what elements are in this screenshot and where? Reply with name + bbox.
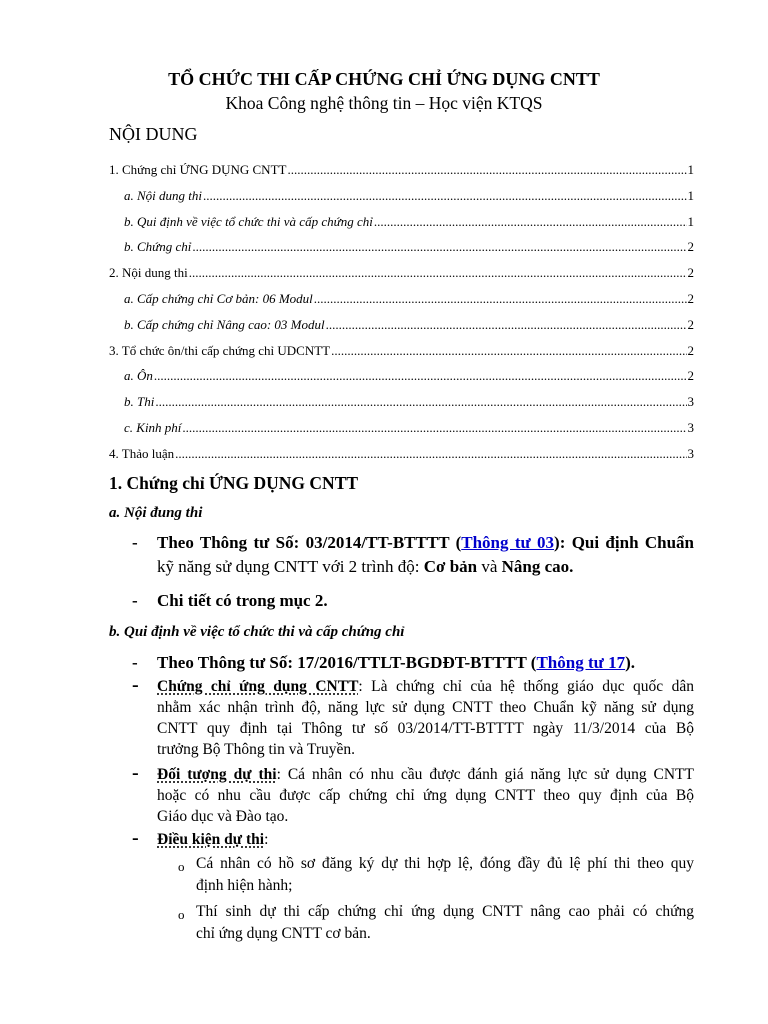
- document-title: TỔ CHỨC THI CẤP CHỨNG CHỈ ỨNG DỤNG CNTT: [168, 69, 600, 89]
- toc-entry[interactable]: [124, 238, 694, 256]
- toc-leader-dots: [374, 213, 687, 231]
- toc-entry-label: a. Nội dung thi: [124, 188, 203, 203]
- toc-leader-dots: [287, 161, 686, 179]
- toc-entry[interactable]: [109, 264, 694, 282]
- toc-leader-dots: [155, 393, 686, 411]
- conditions-term: Điều kiện dự thi: [157, 831, 265, 848]
- toc-leader-dots: [175, 445, 686, 463]
- toc-entry-page: 2: [687, 291, 694, 306]
- dash-bullet: -: [132, 653, 138, 672]
- toc-entry[interactable]: [109, 161, 694, 179]
- toc-entry-label: 1. Chứng chỉ ỨNG DỤNG CNTT: [109, 162, 287, 177]
- toc-entry-label: b. Qui định về việc tổ chức thi và cấp chứng chỉ: [124, 214, 373, 229]
- toc-leader-dots: [203, 187, 686, 205]
- dash-bullet: -: [132, 674, 139, 696]
- certificate-term: Chứng chỉ ứng dụng CNTT: [157, 678, 359, 695]
- toc-entry-label: 2. Nội dung thi: [109, 265, 188, 280]
- circle-bullet-icon: o: [178, 907, 185, 922]
- toc-heading: NỘI DUNG: [109, 124, 198, 144]
- circular-17-link[interactable]: Thông tư 17: [536, 653, 626, 672]
- toc-entry-page: 3: [687, 394, 694, 409]
- circle-bullet-icon: o: [178, 859, 185, 874]
- document-subtitle: Khoa Công nghệ thông tin – Học viện KTQS: [225, 93, 543, 113]
- toc-entry-page: 3: [687, 420, 694, 435]
- toc-entry[interactable]: [109, 445, 694, 463]
- toc-leader-dots: [326, 316, 687, 334]
- toc-entry[interactable]: [124, 393, 694, 411]
- toc-entry-page: 2: [687, 239, 694, 254]
- bullet-line: Theo Thông tư Số: 03/2014/TT-BTTTT (Thông tư 03): Qui định Chuẩn: [157, 533, 694, 552]
- circular-03-link[interactable]: Thông tư 03: [461, 533, 555, 552]
- toc-entry[interactable]: [124, 187, 694, 205]
- toc-entry-page: 1: [687, 214, 694, 229]
- certificate-line: nhằm xác nhận trình độ, năng lực sử dụng CNTT theo Chuẩn kỹ năng sử dụng: [157, 699, 694, 716]
- condition-item-1: o Cá nhân có hồ sơ đăng ký dự thi hợp lệ, đóng đầy đủ lệ phí thi theo quy định hiện hành;: [178, 855, 694, 894]
- section-1b-heading: b. Qui định về việc tổ chức thi và cấp chứng chỉ: [109, 624, 405, 640]
- toc-entry-page: 2: [687, 317, 694, 332]
- target-term: Đối tượng dự thi: [157, 766, 277, 783]
- certificate-line: CNTT quy định tại Thông tư số 03/2014/TT-BTTTT ngày 11/3/2014 của Bộ: [157, 720, 694, 737]
- section-1-heading: 1. Chứng chỉ ỨNG DỤNG CNTT: [109, 473, 359, 493]
- toc-entry[interactable]: [124, 419, 694, 437]
- toc-entry-label: b. Cấp chứng chỉ Nâng cao: 03 Modul: [124, 317, 325, 332]
- certificate-definition: - Chứng chỉ ứng dụng CNTT: Là chứng chỉ của hệ thống giáo dục quốc dân nhằm xác nhận trình độ, năng lực sử dụng CNTT theo Chuẩn kỹ năng sử dụng CNTT quy định tại Thông tư số 03/2014/TT-BTTTT ngày 11/3/2014 của Bộ trưởng Bộ Thông tin và Truyền.: [132, 674, 694, 758]
- target-candidates: - Đối tượng dự thi: Cá nhân có nhu cầu được đánh giá năng lực sử dụng CNTT hoặc có nhu cầu được cấp chứng chỉ ứng dụng CNTT theo quy định của Bộ Giáo dục và Đào tạo.: [132, 762, 694, 825]
- toc-entry-page: 1: [687, 162, 694, 177]
- toc-entry[interactable]: [124, 213, 694, 231]
- dash-bullet: -: [132, 762, 139, 784]
- toc-entry-page: 2: [687, 265, 694, 280]
- toc-entry-label: b. Thi: [124, 394, 155, 409]
- toc-entry-label: 3. Tổ chức ôn/thi cấp chứng chỉ UDCNTT: [109, 343, 331, 358]
- toc-entry-label: a. Cấp chứng chỉ Cơ bản: 06 Modul: [124, 291, 313, 306]
- dash-bullet: -: [132, 533, 138, 552]
- section-1a-heading: a. Nội đung thi: [109, 505, 203, 521]
- toc-entry-page: 1: [687, 188, 694, 203]
- dash-bullet: -: [132, 591, 138, 610]
- target-line: hoặc có nhu cầu được cấp chứng chỉ ứng dụng CNTT theo quy định của Bộ: [157, 787, 694, 804]
- condition-item-2: o Thí sinh dự thi cấp chứng chỉ ứng dụng CNTT nâng cao phải có chứng chỉ ứng dụng CNTT cơ bản.: [178, 903, 694, 942]
- exam-conditions: - Điều kiện dự thi:: [132, 827, 269, 849]
- dash-bullet: -: [132, 827, 139, 849]
- toc-entry-label: 4. Thảo luận: [109, 446, 175, 461]
- toc-entry[interactable]: [124, 367, 694, 385]
- toc-entry-label: c. Kinh phí: [124, 420, 182, 435]
- level-advanced: Nâng cao.: [501, 557, 574, 576]
- certificate-line: trưởng Bộ Thông tin và Truyền.: [157, 741, 356, 758]
- toc-leader-dots: [331, 342, 686, 360]
- toc-leader-dots: [189, 264, 687, 282]
- toc-entry-page: 2: [687, 343, 694, 358]
- toc-entry-label: a. Ôn: [124, 368, 153, 383]
- toc-entry-page: 2: [687, 368, 694, 383]
- target-line: Giáo dục và Đào tạo.: [157, 808, 289, 825]
- toc-leader-dots: [182, 419, 686, 437]
- toc-entry-label: b. Chứng chỉ: [124, 239, 192, 254]
- toc-entry[interactable]: [109, 342, 694, 360]
- toc-leader-dots: [314, 290, 687, 308]
- toc-entry-page: 3: [687, 446, 694, 461]
- toc-entry[interactable]: [124, 290, 694, 308]
- level-basic: Cơ bản: [423, 557, 478, 576]
- toc-entry[interactable]: [124, 316, 694, 334]
- toc-leader-dots: [154, 367, 687, 385]
- toc-leader-dots: [192, 238, 686, 256]
